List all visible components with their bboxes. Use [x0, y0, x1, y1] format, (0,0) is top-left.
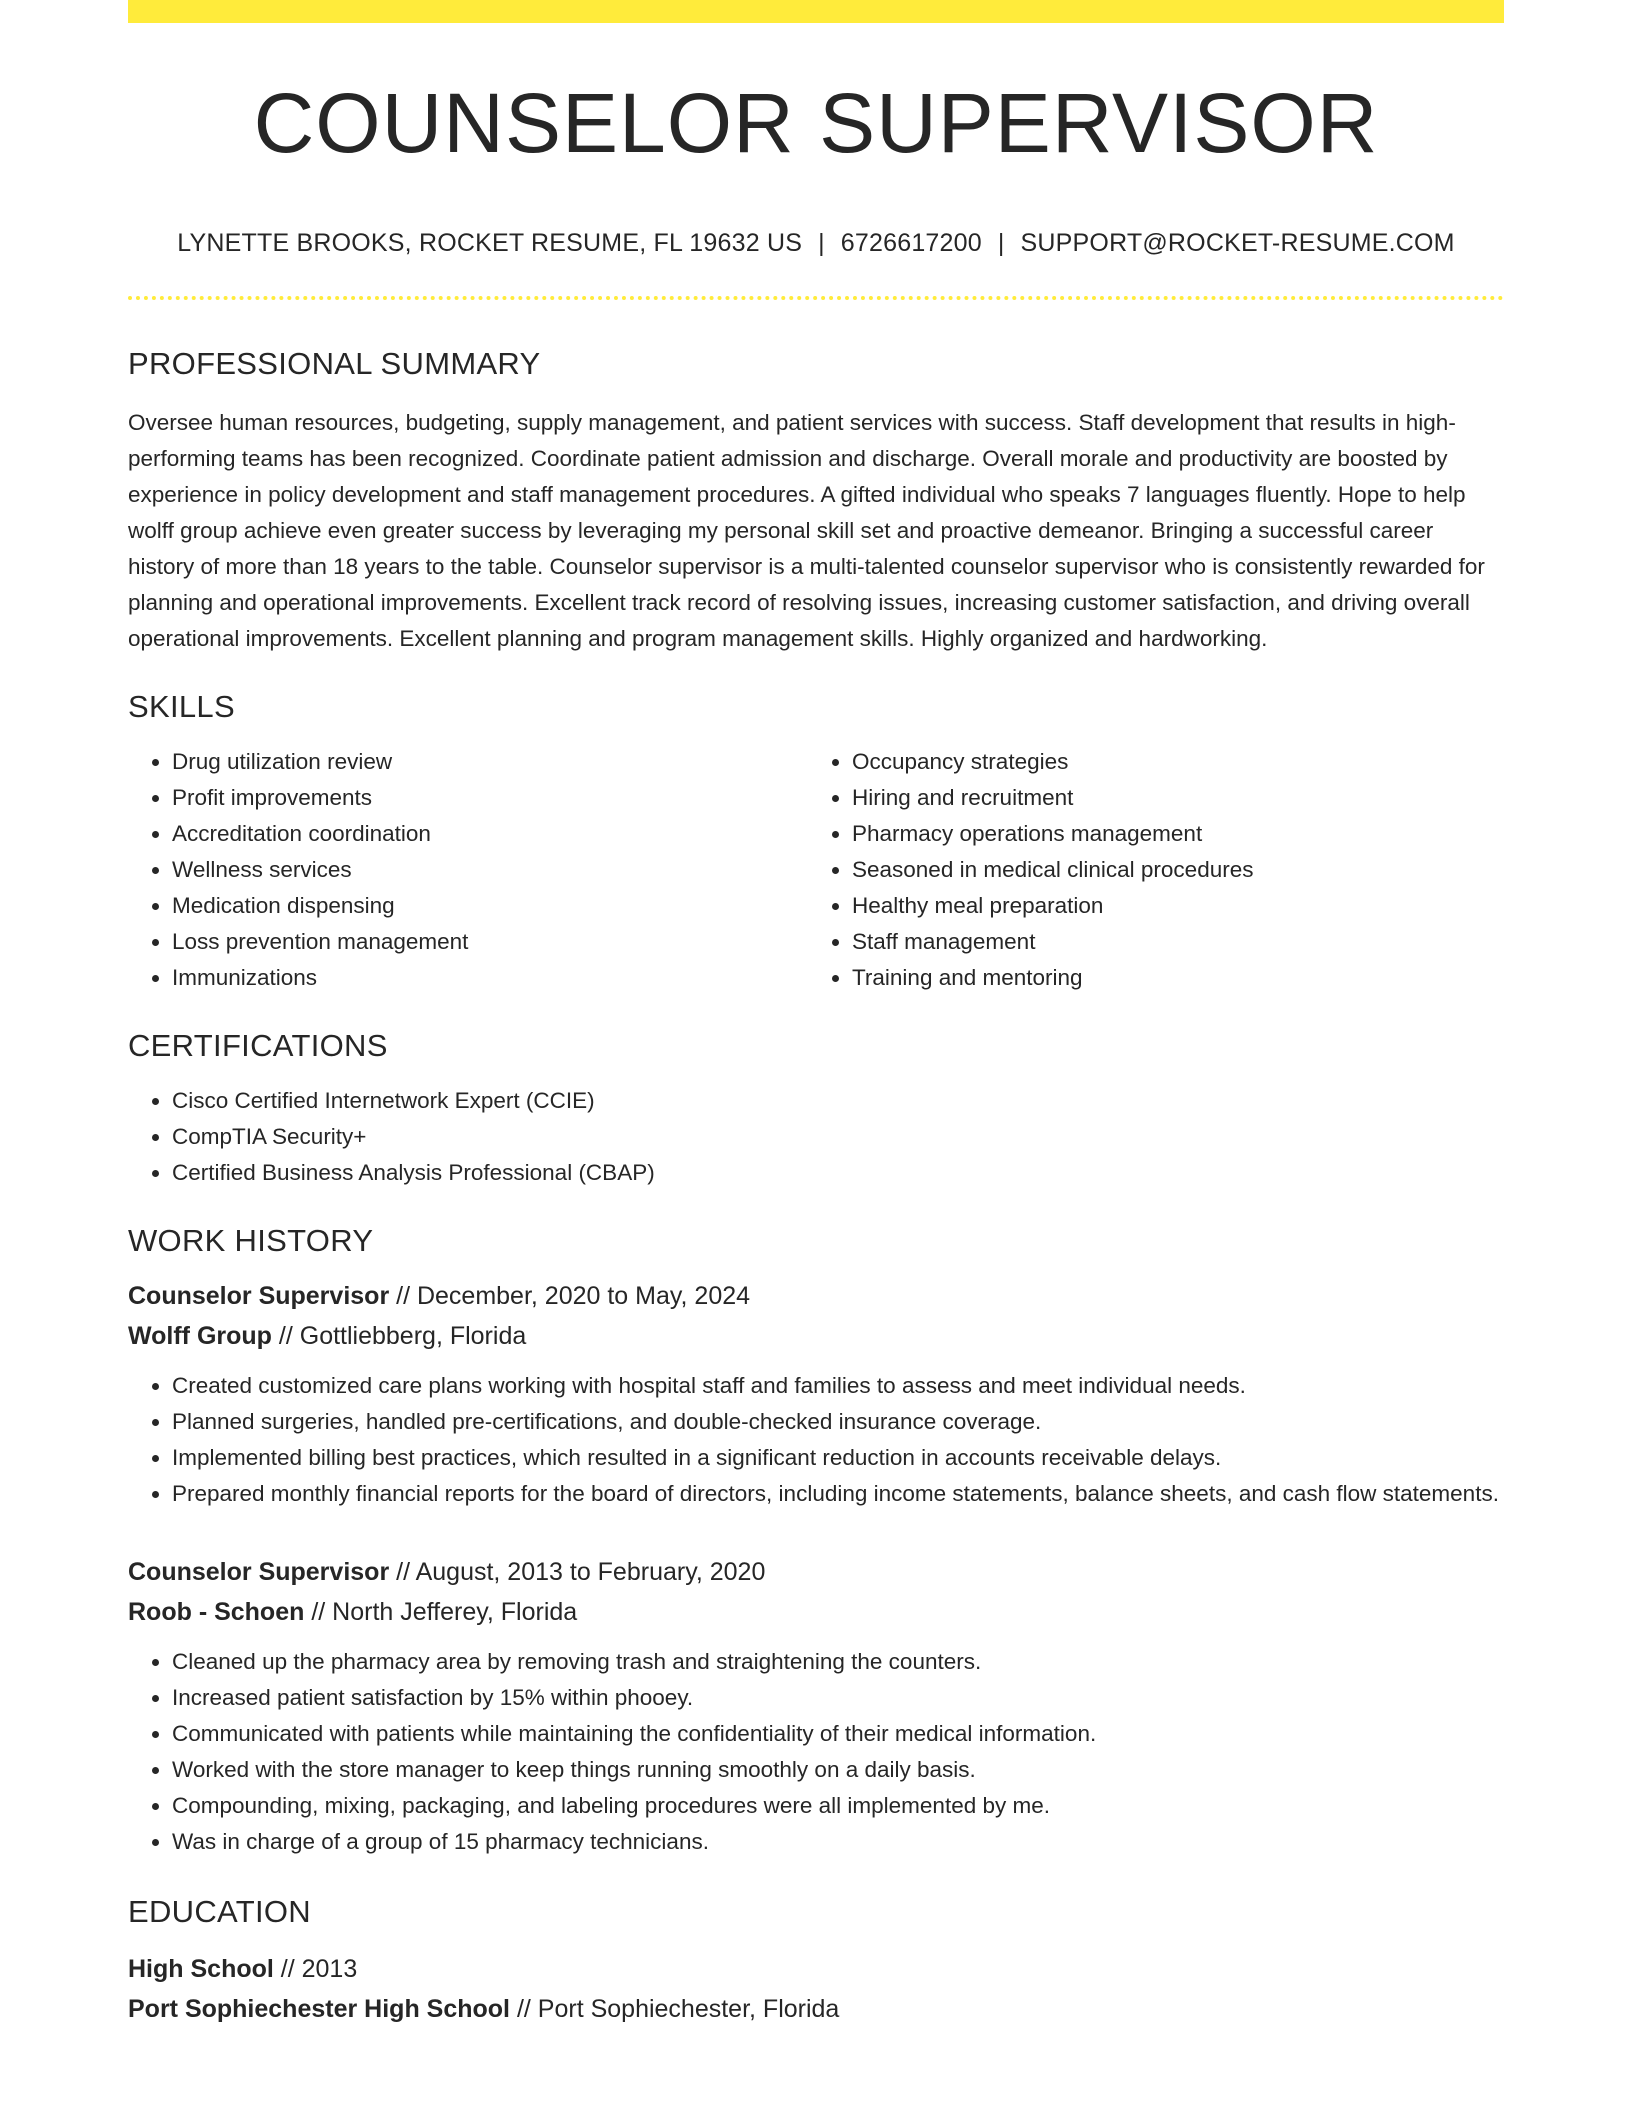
contact-separator: |	[997, 229, 1005, 257]
certification-item: • Cisco Certified Internetwork Expert (CCIE)	[172, 1083, 1504, 1119]
job-duty: • Implemented billing best practices, which resulted in a significant reduction in accounts receivable delays.	[172, 1440, 1504, 1476]
job-company: Wolff Group	[128, 1322, 272, 1350]
job-dates: // December, 2020 to May, 2024	[396, 1282, 751, 1310]
dotted-divider	[128, 296, 1504, 300]
job-duty: • Communicated with patients while maintaining the confidentiality of their medical information.	[172, 1716, 1504, 1752]
certifications-list	[128, 1083, 1504, 1191]
job-title: Counselor Supervisor	[128, 1558, 390, 1586]
work-history-heading: WORK HISTORY	[128, 1223, 374, 1258]
job-duty: • Planned surgeries, handled pre-certifications, and double-checked insurance coverage.	[172, 1404, 1504, 1440]
job-location: // Gottliebberg, Florida	[278, 1322, 527, 1350]
job-company: Roob - Schoen	[128, 1598, 305, 1626]
skills-list	[128, 744, 1504, 996]
job-duty: • Created customized care plans working with hospital staff and families to assess and meet individual needs.	[172, 1368, 1504, 1404]
job-title-line	[128, 1276, 1504, 1316]
job-duty: • Cleaned up the pharmacy area by removing trash and straightening the counters.	[172, 1644, 1504, 1680]
contact-phone: 6726617200	[840, 229, 982, 257]
job-duty: • Was in charge of a group of 15 pharmacy technicians.	[172, 1824, 1504, 1860]
skills-heading: SKILLS	[128, 689, 235, 724]
education-heading: EDUCATION	[128, 1894, 311, 1929]
summary-text: Oversee human resources, budgeting, supply management, and patient services with success. Staff development that results in high-performing teams has been recognized. Coordinate patient admission and discharge. Overall morale and productivity are boosted by experience in policy development and staff management procedures. A gifted individual who speaks 7 languages fluently. Hope to help wolff group achieve even greater success by leveraging my personal skill set and proactive demeanor. Bringing a successful career history of more than 18 years to the table. Counselor supervisor is a multi-talented counselor supervisor who is consistently rewarded for planning and operational improvements. Excellent track record of resolving issues, increasing customer satisfaction, and driving overall operational improvements. Excellent planning and program management skills. Highly organized and hardworking.	[128, 410, 1485, 651]
skill-item: • Medication dispensing	[172, 888, 806, 924]
certifications-heading: CERTIFICATIONS	[128, 1028, 388, 1063]
contact-email: SUPPORT@ROCKET-RESUME.COM	[1020, 229, 1455, 257]
summary-heading: PROFESSIONAL SUMMARY	[128, 346, 541, 381]
skill-item: • Hiring and recruitment	[852, 780, 1486, 816]
skills-column-left	[128, 744, 806, 996]
skill-item: • Training and mentoring	[852, 960, 1486, 996]
contact-separator: |	[818, 229, 825, 257]
job-duty: • Worked with the store manager to keep things running smoothly on a daily basis.	[172, 1752, 1504, 1788]
skill-item: • Wellness services	[172, 852, 806, 888]
certification-item: • Certified Business Analysis Professional (CBAP)	[172, 1155, 1504, 1191]
education-year: // 2013	[280, 1955, 358, 1983]
skill-item: • Drug utilization review	[172, 744, 806, 780]
skill-item: • Immunizations	[172, 960, 806, 996]
job-duty: • Compounding, mixing, packaging, and labeling procedures were all implemented by me.	[172, 1788, 1504, 1824]
skill-item: • Healthy meal preparation	[852, 888, 1486, 924]
education-degree: High School	[128, 1955, 274, 1983]
job-title-line	[128, 1552, 1504, 1592]
contact-address: LYNETTE BROOKS, ROCKET RESUME, FL 19632 US	[177, 229, 803, 257]
skill-item: • Seasoned in medical clinical procedures	[852, 852, 1486, 888]
contact-line	[128, 231, 1504, 256]
skill-item: • Occupancy strategies	[852, 744, 1486, 780]
education-location: // Port Sophiechester, Florida	[516, 1995, 840, 2023]
skills-column-right	[806, 744, 1486, 996]
job-title: Counselor Supervisor	[128, 1282, 390, 1310]
skill-item: • Accreditation coordination	[172, 816, 806, 852]
skill-item: • Loss prevention management	[172, 924, 806, 960]
skill-item: • Profit improvements	[172, 780, 806, 816]
job-duties-list	[128, 1368, 1504, 1512]
education-school-line	[128, 1989, 1504, 2029]
accent-top-bar	[128, 0, 1504, 23]
resume-title: COUNSELOR SUPERVISOR	[253, 76, 1379, 170]
resume-page	[128, 0, 1504, 2029]
education-degree-line	[128, 1949, 1504, 1989]
job-duties-list	[128, 1644, 1504, 1860]
job-location: // North Jefferey, Florida	[311, 1598, 578, 1626]
job-dates: // August, 2013 to February, 2020	[396, 1558, 766, 1586]
job-duty: • Prepared monthly financial reports for the board of directors, including income statements, balance sheets, and cash flow statements.	[172, 1476, 1504, 1512]
education-school: Port Sophiechester High School	[128, 1995, 510, 2023]
skill-item: • Pharmacy operations management	[852, 816, 1486, 852]
job-company-line	[128, 1316, 1504, 1356]
certification-item: • CompTIA Security+	[172, 1119, 1504, 1155]
job-duty: • Increased patient satisfaction by 15% within phooey.	[172, 1680, 1504, 1716]
job-company-line	[128, 1592, 1504, 1632]
skill-item: • Staff management	[852, 924, 1486, 960]
